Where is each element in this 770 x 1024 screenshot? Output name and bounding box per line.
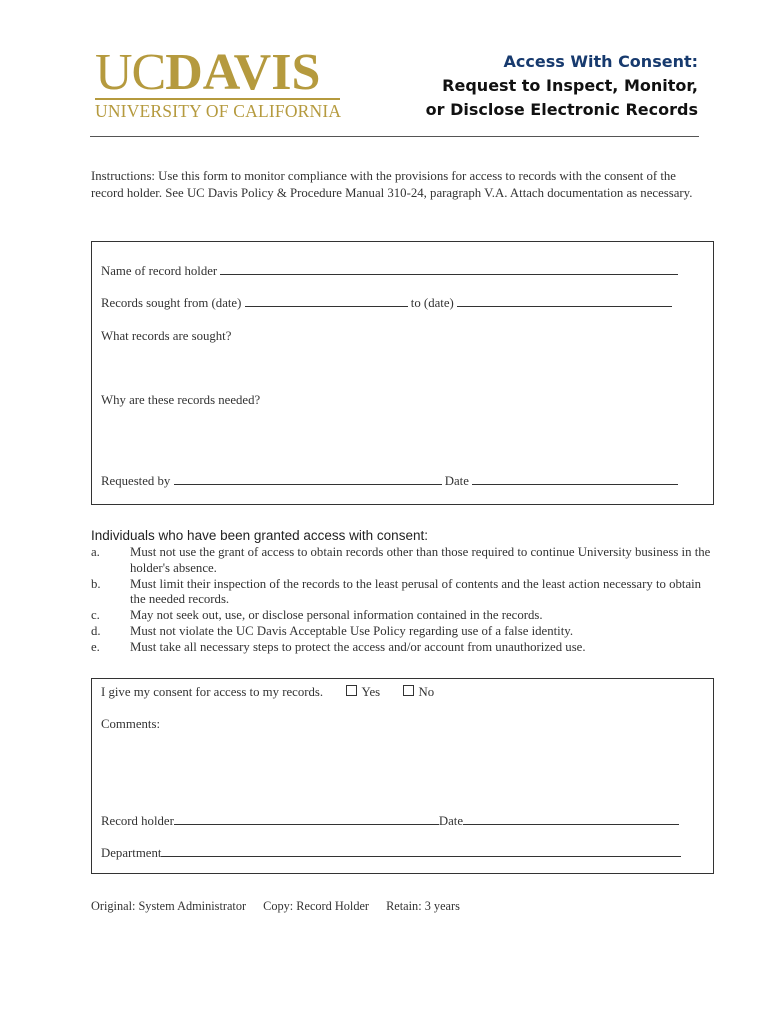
record-holder-name-field (101, 264, 678, 279)
consent-date-input[interactable] (463, 814, 679, 825)
yes-label: Yes (361, 685, 381, 699)
list-item (91, 624, 711, 640)
footer-retain: Retain: 3 years (386, 899, 460, 913)
footer-original: Original: System Administrator (91, 899, 247, 913)
request-details-box (91, 241, 714, 505)
list-marker: b. (91, 576, 101, 591)
list-marker: a. (91, 545, 100, 559)
individuals-heading: Individuals who have been granted access with consent: (91, 528, 428, 543)
consent-yes-option[interactable] (346, 685, 381, 699)
list-item (91, 640, 711, 656)
title-line-3: or Disclose Electronic Records (425, 100, 698, 119)
yes-checkbox[interactable] (346, 685, 357, 696)
individuals-rules-list (91, 545, 711, 656)
requested-date-input[interactable] (472, 474, 678, 485)
header-divider (90, 136, 699, 137)
consent-field (101, 685, 434, 700)
record-holder-signature-input[interactable] (174, 814, 439, 825)
record-holder-name-input[interactable] (220, 264, 678, 275)
what-records-label: What records are sought? (101, 329, 232, 343)
list-item (91, 545, 711, 577)
logo-davis: DAVIS (165, 44, 321, 101)
records-to-date-input[interactable] (457, 296, 672, 307)
requested-by-field (101, 474, 678, 489)
list-item (91, 608, 711, 624)
consent-box (91, 678, 714, 874)
records-from-date-input[interactable] (245, 296, 408, 307)
record-holder-name-label: Name of record holder (101, 264, 218, 278)
title-line-2: Request to Inspect, Monitor, (442, 76, 698, 95)
records-from-label: Records sought from (date) (101, 296, 242, 310)
department-label: Department (101, 846, 162, 860)
list-item (91, 577, 711, 609)
list-text: Must limit their inspection of the records to the least perusal of contents and the least action necessary to obtain the needed records. (130, 576, 702, 607)
consent-label: I give my consent for access to my records. (101, 685, 324, 699)
logo-wordmark (95, 44, 345, 101)
list-marker: e. (91, 639, 100, 654)
requested-date-label: Date (444, 474, 469, 488)
list-text: May not seek out, use, or disclose personal information contained in the records. (130, 608, 543, 623)
consent-no-option[interactable] (403, 685, 435, 699)
no-checkbox[interactable] (403, 685, 414, 696)
requested-by-input[interactable] (174, 474, 442, 485)
form-title (426, 50, 698, 122)
comments-label: Comments: (101, 717, 161, 731)
uc-davis-logo (95, 44, 345, 122)
logo-subtitle: UNIVERSITY OF CALIFORNIA (95, 101, 342, 121)
record-holder-signature-field (101, 814, 679, 829)
list-text: Must not use the grant of access to obtain records other than those required to continue University business in the holder's absence. (130, 545, 711, 575)
records-to-label: to (date) (410, 296, 454, 310)
list-marker: d. (91, 623, 101, 638)
requested-by-label: Requested by (101, 474, 171, 488)
logo-uc: UC (95, 44, 166, 101)
footer-copy: Copy: Record Holder (263, 899, 370, 913)
consent-date-label: Date (438, 814, 464, 828)
why-records-label: Why are these records needed? (101, 393, 261, 407)
distribution-footer (91, 899, 474, 914)
list-text: Must not violate the UC Davis Acceptable Use Policy regarding use of a false identity. (130, 623, 574, 638)
department-input[interactable] (161, 846, 681, 857)
department-field (101, 846, 681, 861)
title-line-1: Access With Consent: (503, 52, 698, 71)
instructions-text: Instructions: Use this form to monitor compliance with the provisions for access to records with the consent of the record holder. See UC Davis Policy & Procedure Manual 310-24, paragraph V.A. Attach documentation as necessary. (91, 169, 693, 200)
no-label: No (418, 685, 435, 699)
list-text: Must take all necessary steps to protect the access and/or account from unauthorized use. (130, 639, 586, 654)
record-holder-label: Record holder (101, 814, 174, 828)
records-date-range-field (101, 296, 672, 311)
list-marker: c. (91, 608, 100, 623)
